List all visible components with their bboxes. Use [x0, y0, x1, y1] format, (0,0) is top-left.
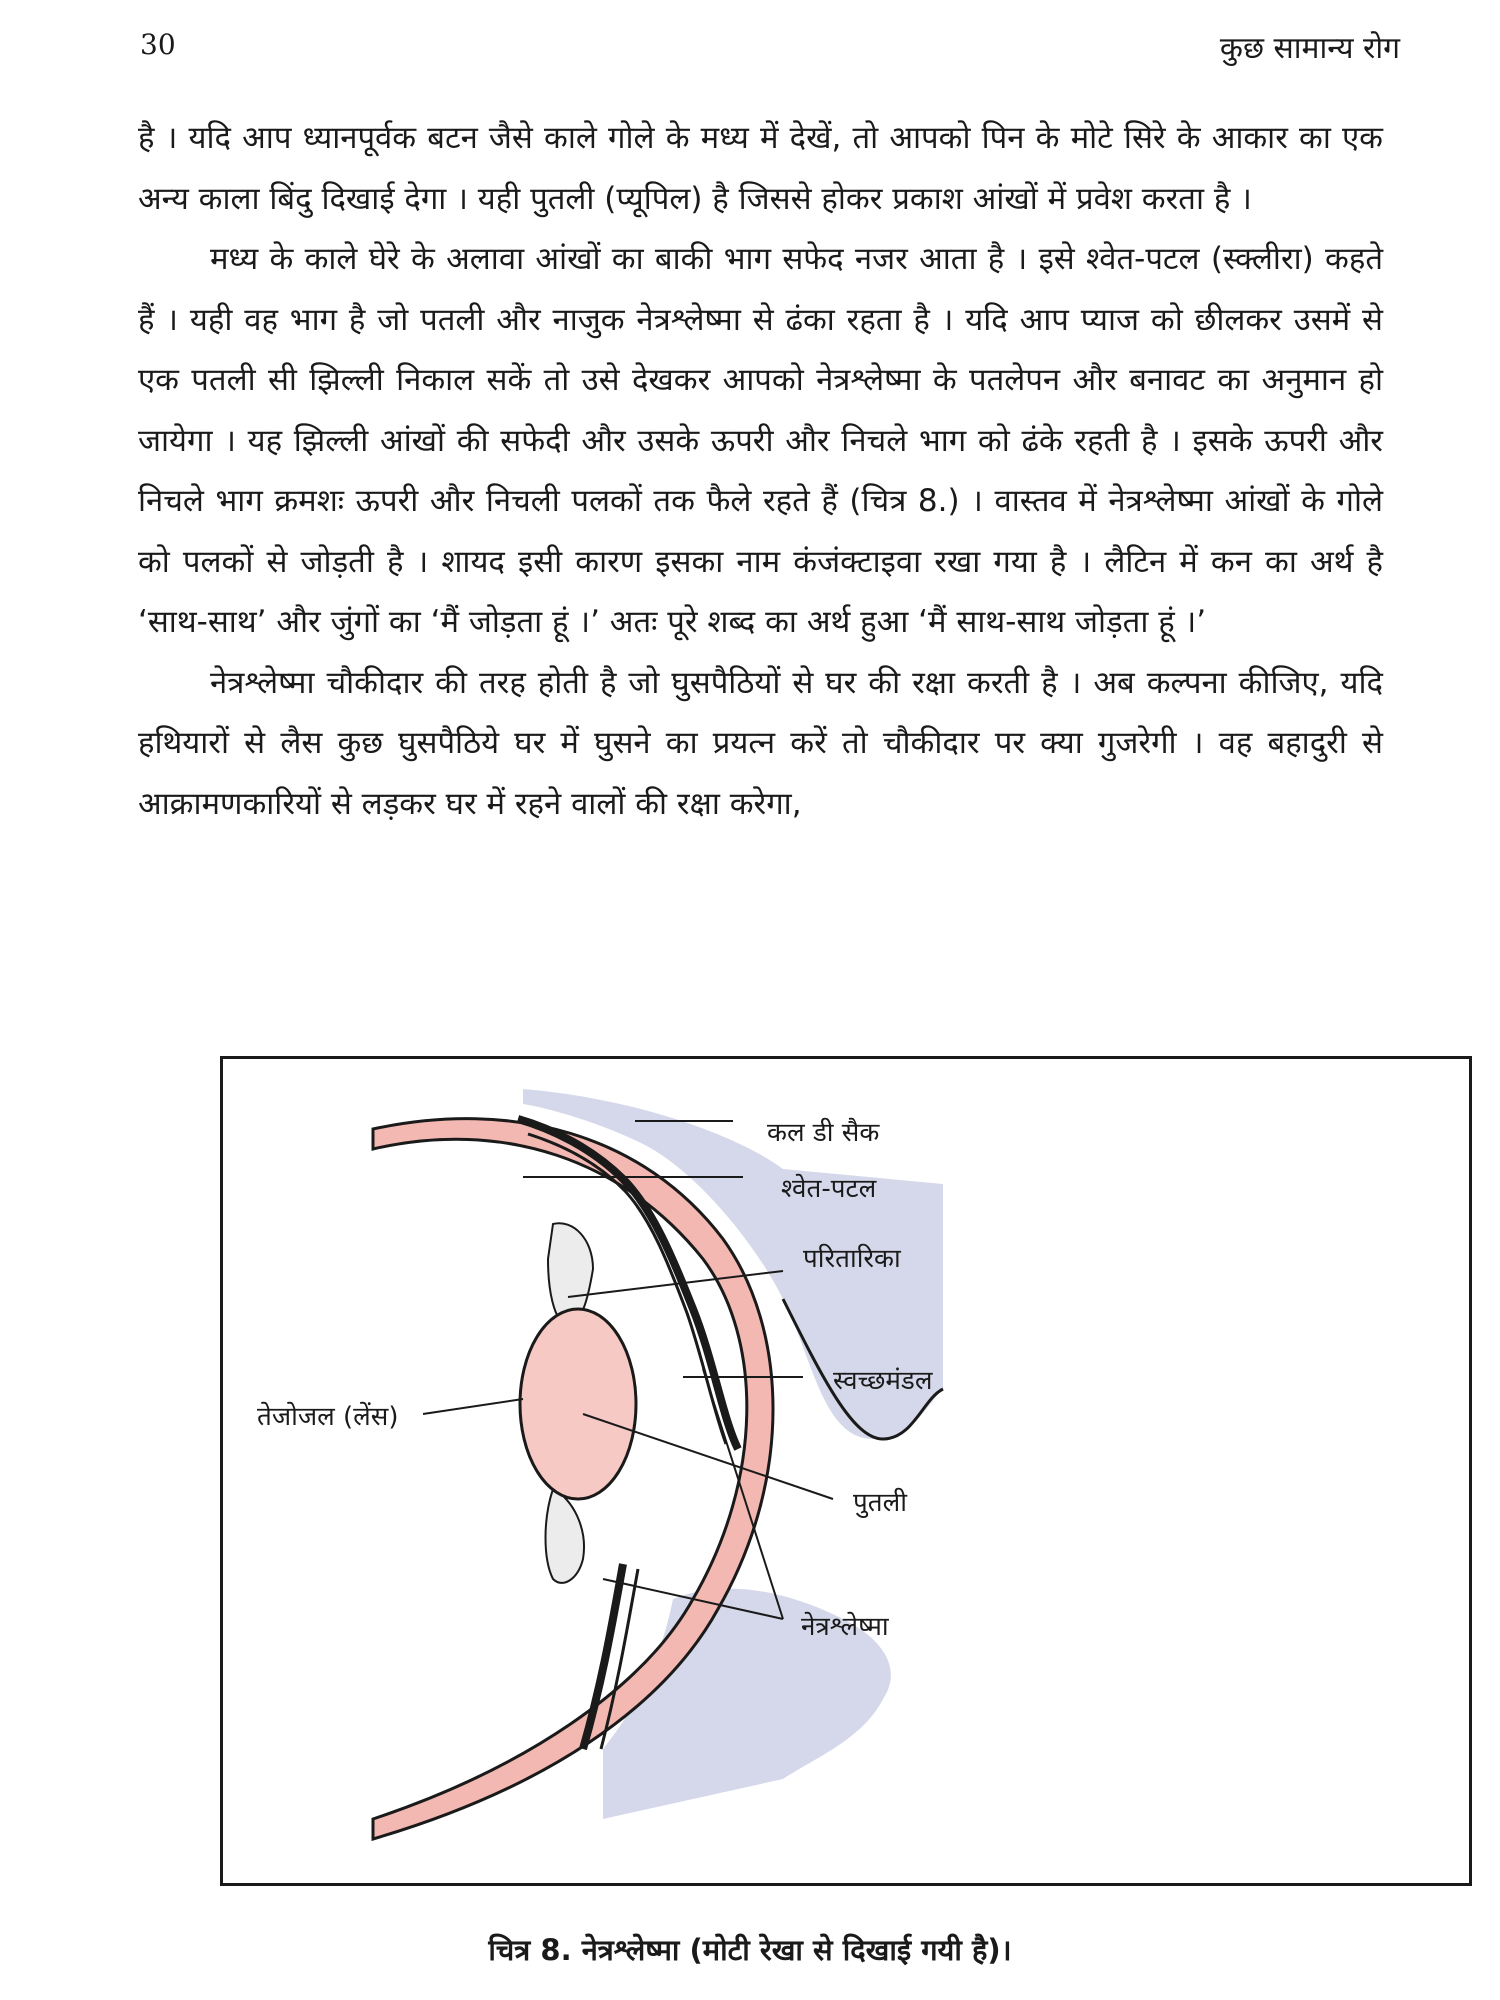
paragraph-2: मध्य के काले घेरे के अलावा आंखों का बाकी भाग सफेद नजर आता है । इसे श्वेत-पटल (स्क्लीरा) कहते हैं । यही वह भाग है जो पतली और नाजुक नेत्रश्लेष्मा से ढंका रहता है । यदि आप प्याज को छीलकर उसमें से एक पतली सी झिल्ली निकाल सकें तो उसे देखकर आपको नेत्रश्लेष्मा के पतलेपन और बनावट का अनुमान हो जायेगा । यह झिल्ली आंखों की सफेदी और उसके ऊपरी और निचले भाग को ढंके रहती है । इसके ऊपरी और निचले भाग क्रमशः ऊपरी और निचली पलकों तक फैले रहते हैं (चित्र 8.) । वास्तव में नेत्रश्लेष्मा आंखों के गोले को पलकों से जोड़ती है । शायद इसी कारण इसका नाम कंजंक्टाइवा रखा गया है । लैटिन में कन का अर्थ है ‘साथ-साथ’ और जुंगों का ‘मैं जोड़ता हूं ।’ अतः पूरे शब्द का अर्थ हुआ ‘मैं साथ-साथ जोड़ता हूं ।’: [138, 241, 1383, 640]
label-sclera: श्वेत-पटल: [781, 1174, 877, 1204]
label-pupil: पुतली: [853, 1488, 907, 1518]
iris-lower: [546, 1489, 584, 1583]
label-iris: परितारिका: [803, 1244, 901, 1274]
label-cul-de-sac: कल डी सैक: [767, 1118, 880, 1148]
label-lens: तेजोजल (लेंस): [257, 1402, 399, 1432]
body-text: [138, 108, 1383, 834]
label-cornea: स्वच्छमंडल: [833, 1366, 933, 1396]
page-number: 30: [140, 28, 176, 61]
eye-diagram-figure: [220, 1056, 1472, 1886]
paragraph-1: है । यदि आप ध्यानपूर्वक बटन जैसे काले गोले के मध्य में देखें, तो आपको पिन के मोटे सिरे के आकार का एक अन्य काला बिंदु दिखाई देगा । यही पुतली (प्यूपिल) है जिससे होकर प्रकाश आंखों में प्रवेश करता है ।: [138, 120, 1383, 217]
running-title: कुछ सामान्य रोग: [1219, 31, 1400, 66]
leader-lens: [423, 1399, 523, 1414]
label-conjunctiva: नेत्रश्लेष्मा: [801, 1612, 889, 1642]
paragraph-3: नेत्रश्लेष्मा चौकीदार की तरह होती है जो घुसपैठियों से घर की रक्षा करती है । अब कल्पना कीजिए, यदि हथियारों से लैस कुछ घुसपैठिये घर में घुसने का प्रयत्न करें तो चौकीदार पर क्या गुजरेगी । वह बहादुरी से आक्रामणकारियों से लड़कर घर में रहने वालों की रक्षा करेगा,: [138, 664, 1383, 822]
lens: [520, 1309, 636, 1499]
page-header: [0, 24, 1500, 74]
figure-caption: चित्र 8. नेत्रश्लेष्मा (मोटी रेखा से दिखाई गयी है)।: [488, 1933, 1012, 1967]
